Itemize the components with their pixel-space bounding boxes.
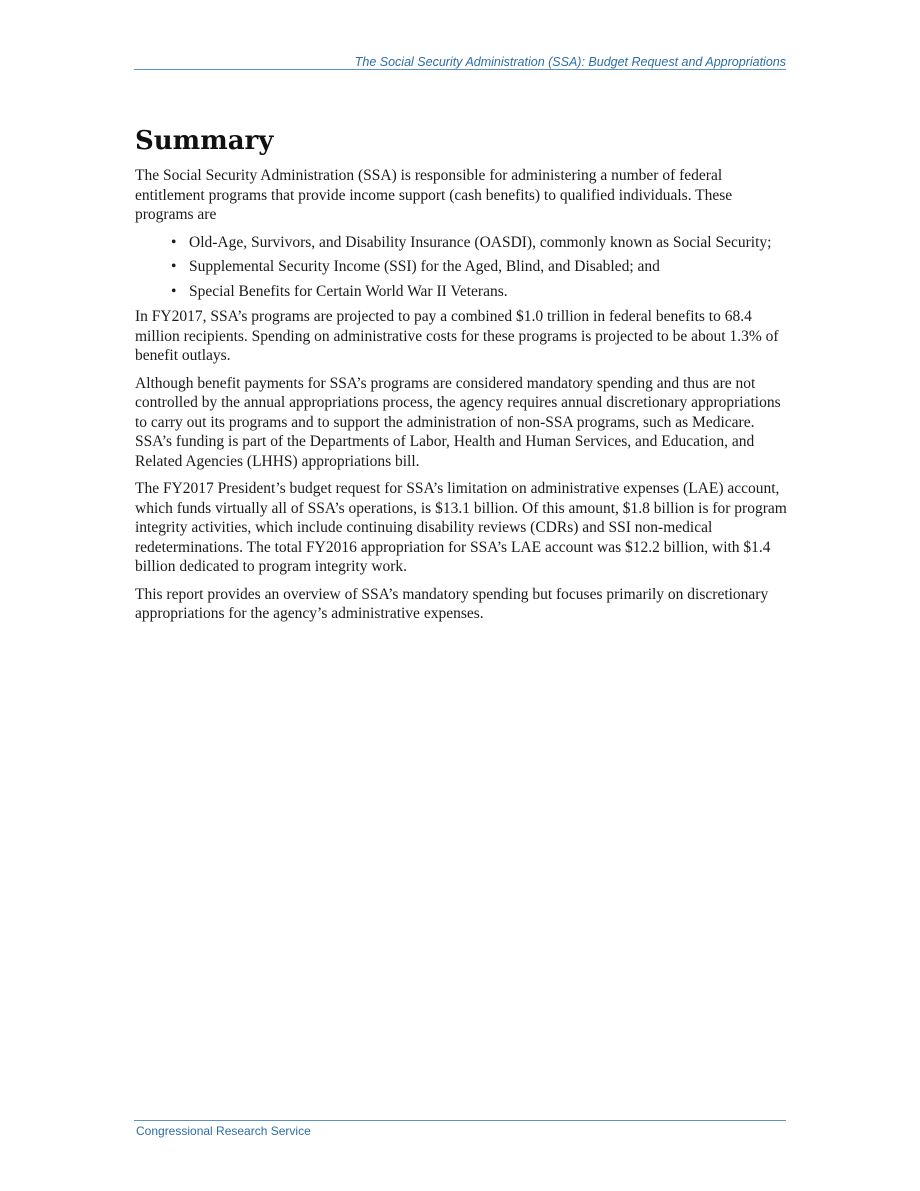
footer-divider <box>134 1120 786 1121</box>
list-item <box>135 257 787 277</box>
appropriations-paragraph: Although benefit payments for SSA’s programs are considered mandatory spending and thus are not controlled by the annual appropriations process, the agency requires annual discretionary appropriations to carry out its programs and to support the administration of non-SSA programs, such as Medicare. SSA’s funding is part of the Departments of Labor, Health and Human Services, and Education, and Related Agencies (LHHS) appropriations bill. <box>135 374 781 470</box>
section-title: Summary <box>135 126 274 156</box>
bullet-icon: • <box>171 258 177 275</box>
list-item <box>135 233 787 253</box>
list-item-text: Supplemental Security Income (SSI) for the Aged, Blind, and Disabled; and <box>189 258 660 275</box>
benefits-paragraph: In FY2017, SSA’s programs are projected to pay a combined $1.0 trillion in federal benefits to 68.4 million recipients. Spending on administrative costs for these programs is projected to be about 1.3% of benefit outlays. <box>135 308 779 364</box>
list-item-text: Special Benefits for Certain World War II Veterans. <box>189 282 508 300</box>
intro-paragraph: The Social Security Administration (SSA) is responsible for administering a number of federal entitlement programs that provide income support (cash benefits) to qualified individuals. These programs are <box>135 167 733 223</box>
footer-source: Congressional Research Service <box>136 1124 311 1138</box>
summary-section <box>135 122 787 632</box>
list-item <box>135 282 787 302</box>
bullet-icon: • <box>171 282 177 300</box>
bullet-icon: • <box>171 233 177 251</box>
report-overview-paragraph: This report provides an overview of SSA’s mandatory spending but focuses primarily on discretionary appropriations for the agency’s administrative expenses. <box>135 585 769 622</box>
budget-request-paragraph: The FY2017 President’s budget request for SSA’s limitation on administrative expenses (LAE) account, which funds virtually all of SSA’s operations, is $13.1 billion. Of this amount, $1.8 billion is for program integrity activities, which include continuing disability reviews (CDRs) and SSI non-medical redeterminations. The total FY2016 appropriation for SSA’s LAE account was $12.2 billion, with $1.4 billion dedicated to program integrity work. <box>135 480 787 575</box>
running-header: The Social Security Administration (SSA): Budget Request and Appropriations <box>354 55 786 69</box>
program-list <box>135 233 787 302</box>
header-divider <box>134 69 786 70</box>
list-item-text: Old-Age, Survivors, and Disability Insurance (OASDI), commonly known as Social Security; <box>189 233 772 251</box>
